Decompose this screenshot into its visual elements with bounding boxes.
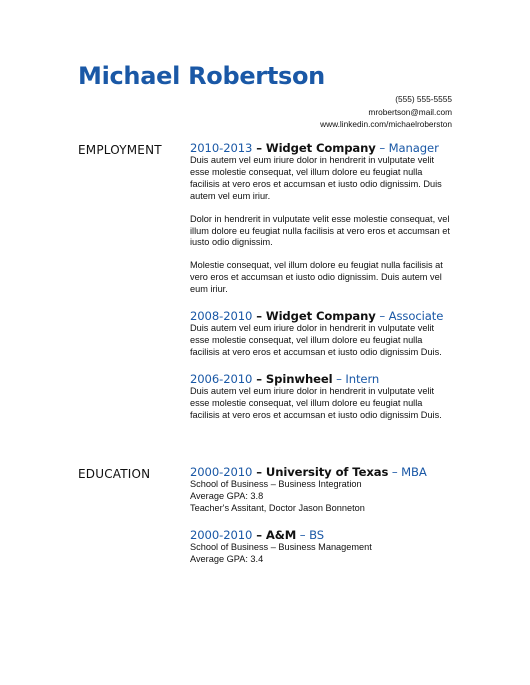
education-years: 2000-2010 <box>190 465 253 479</box>
education-entry-heading <box>190 528 452 542</box>
website-url: www.linkedin.com/michaelroberston <box>320 119 452 129</box>
education-detail: Average GPA: 3.8 <box>190 490 264 501</box>
company-name: Widget Company <box>265 141 376 155</box>
email-address: mrobertson@mail.com <box>368 106 452 117</box>
separator: – <box>252 465 266 479</box>
employment-entry-heading <box>190 372 452 386</box>
school-name: A&M <box>265 527 297 542</box>
company-name: Spinwheel <box>265 371 333 386</box>
employment-entry <box>190 141 452 296</box>
education-list <box>190 465 452 579</box>
separator: – <box>252 309 266 324</box>
job-role: Intern <box>345 371 380 386</box>
candidate-name: Michael Robertson <box>78 62 325 90</box>
degree: BS <box>309 527 324 542</box>
job-description: Duis autem vel eum iriure dolor in hendrerit in vulputate velit esse molestie consequat, vel illum dolore eu feugiat nulla facilisis at vero eros et accumsan et iusto odio dignissim. Duis autem vel eum iriur. <box>190 155 442 201</box>
separator: – <box>252 141 266 155</box>
education-detail: School of Business – Business Management <box>190 541 372 552</box>
education-detail: Teacher's Assitant, Doctor Jason Bonneton <box>190 502 365 513</box>
job-description: Duis autem vel eum iriure dolor in hendrerit in vulputate velit esse molestie consequat, vel illum dolore eu feugiat nulla facilisis at vero eros et accumsan et iusto odio dignissim Duis. <box>190 385 442 420</box>
employment-entry-heading <box>190 309 452 323</box>
separator: – <box>252 527 266 542</box>
separator: – <box>296 527 310 542</box>
phone-number: (555) 555-5555 <box>395 94 452 104</box>
employment-entry <box>190 309 452 359</box>
education-years: 2000-2010 <box>190 527 253 542</box>
degree: MBA <box>401 465 427 479</box>
education-detail: School of Business – Business Integration <box>190 479 362 489</box>
education-entry-heading <box>190 465 452 479</box>
employment-section-title: EMPLOYMENT <box>78 143 162 157</box>
employment-entry-heading <box>190 141 452 155</box>
education-entry <box>190 528 452 566</box>
school-name: University of Texas <box>265 465 389 479</box>
separator: – <box>332 371 346 386</box>
company-name: Widget Company <box>265 309 376 324</box>
contact-block <box>320 93 452 131</box>
education-detail: Average GPA: 3.4 <box>190 553 264 564</box>
employment-years: 2008-2010 <box>190 309 253 324</box>
education-entry <box>190 465 452 515</box>
employment-years: 2010-2013 <box>190 141 253 155</box>
job-description: Dolor in hendrerit in vulputate velit esse molestie consequat, vel illum dolore eu feugiat nulla facilisis at vero eros et accumsan et iusto odio dignissim. <box>190 213 450 248</box>
separator: – <box>375 141 389 155</box>
job-description: Duis autem vel eum iriure dolor in hendrerit in vulputate velit esse molestie consequat, vel illum dolore eu feugiat nulla facilisis at vero eros et accumsan et iusto odio dignissim Duis. <box>190 323 442 357</box>
separator: – <box>388 465 402 479</box>
employment-list <box>190 141 452 435</box>
employment-entry <box>190 372 452 422</box>
job-description: Molestie consequat, vel illum dolore eu feugiat nulla facilisis at vero eros et accumsan et iusto odio dignissim. Duis autem vel eum iriur. <box>190 260 443 295</box>
education-section-title: EDUCATION <box>78 467 151 481</box>
separator: – <box>252 371 266 386</box>
job-role: Manager <box>388 141 439 155</box>
employment-years: 2006-2010 <box>190 371 253 386</box>
separator: – <box>375 309 389 324</box>
job-role: Associate <box>388 309 444 324</box>
